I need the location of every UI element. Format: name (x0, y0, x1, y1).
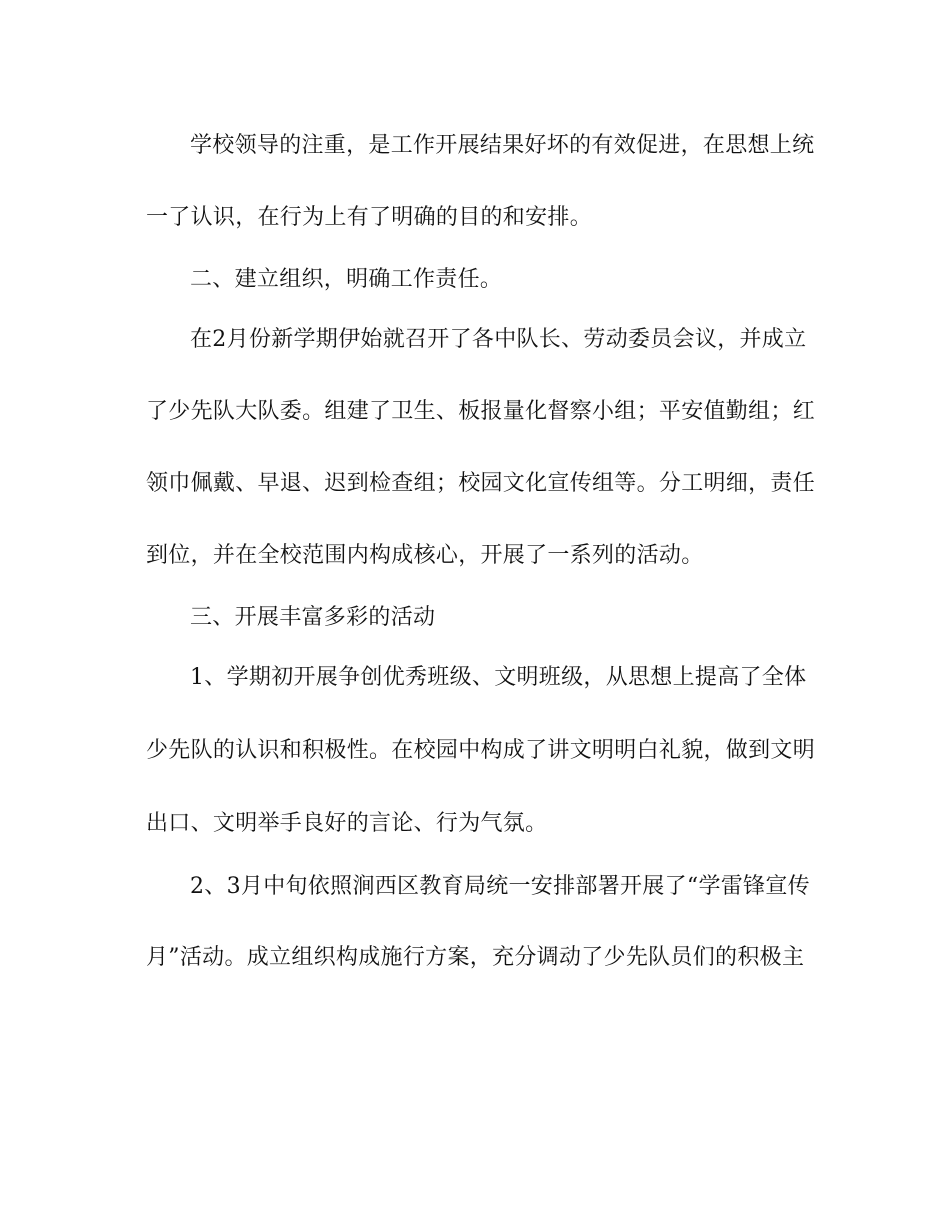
section-heading-3: 三、开展丰富多彩的活动 (190, 605, 436, 630)
paragraph-line-6: 领巾佩戴、早退、迟到检查组；校园文化宣传组等。分工明细，责任 (146, 471, 816, 496)
paragraph-line-2: 一了认识，在行为上有了明确的目的和安排。 (146, 205, 593, 230)
paragraph-line-10: 少先队的认识和积极性。在校园中构成了讲文明明白礼貌，做到文明 (146, 738, 816, 763)
paragraph-line-5: 了少先队大队委。组建了卫生、板报量化督察小组；平安值勤组；红 (146, 399, 816, 424)
paragraph-line-13: 月”活动。成立组织构成施行方案，充分调动了少先队员们的积极主 (146, 945, 805, 970)
paragraph-line-11: 出口、文明举手良好的言论、行为气氛。 (146, 811, 548, 836)
paragraph-line-12: 2、3月中旬依照涧西区教育局统一安排部署开展了“学雷锋宣传 (190, 874, 810, 899)
paragraph-line-4: 在2月份新学期伊始就召开了各中队长、劳动委员会议，并成立 (190, 327, 807, 352)
section-heading-2: 二、建立组织，明确工作责任。 (190, 267, 503, 292)
paragraph-line-9: 1、学期初开展争创优秀班级、文明班级，从思想上提高了全体 (190, 665, 807, 690)
paragraph-line-7: 到位，并在全校范围内构成核心，开展了一系列的活动。 (146, 543, 704, 568)
paragraph-line-1: 学校领导的注重，是工作开展结果好坏的有效促进，在思想上统 (190, 133, 815, 158)
